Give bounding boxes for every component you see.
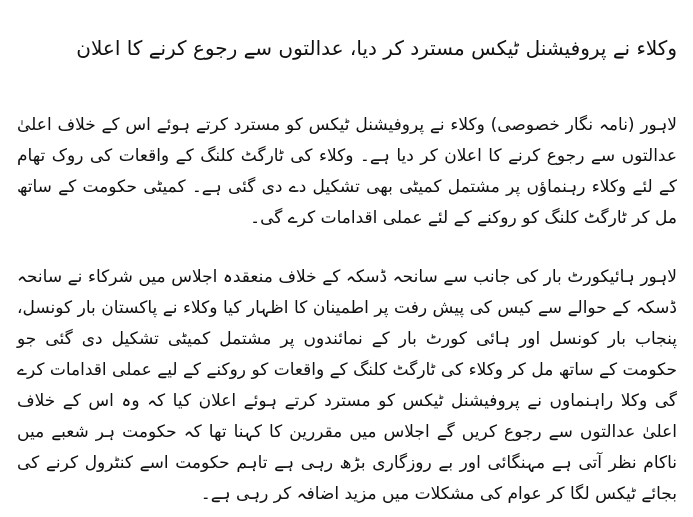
article-paragraph-1: لاہور (نامہ نگار خصوصی) وکلاء نے پروفیشنل ٹیکس کو مسترد کرتے ہوئے اس کے خلاف اعلیٰ عدالتوں سے رجوع کرنے کا اعلان کر دیا ہے۔ وکلاء کی ٹارگٹ کلنگ کے واقعات کی روک تھام کے لئے وکلاء رہنماؤں پر مشتمل کمیٹی بھی تشکیل دے دی گئی ہے۔ کمیٹی حکومت کے ساتھ مل کر ٹارگٹ کلنگ کو روکنے کے لئے عملی اقدامات کرے گی۔ xyxy=(17,115,677,228)
article-paragraph-2: لاہور ہائیکورٹ بار کی جانب سے سانحہ ڈسکہ کے خلاف منعقدہ اجلاس میں شرکاء نے سانحہ ڈسکہ کے حوالے سے کیس کی پیش رفت پر اطمینان کا اظہار کیا وکلاء نے پاکستان بار کونسل، پنجاب بار کونسل اور ہائی کورٹ بار کے نمائندوں پر مشتمل کمیٹی تشکیل دی گئی جو حکومت کے ساتھ مل کر وکلاء کی ٹارگٹ کلنگ کے واقعات کو روکنے کے لیے عملی اقدامات کرے گی وکلا راہنماوں نے پروفیشنل ٹیکس کو مسترد کرتے ہوئے اعلان کیا کہ وہ اس کے خلاف اعلیٰ عدالتوں سے رجوع کریں گے اجلاس میں مقررین کا کہنا تھا کہ حکومت ہر شعبے میں ناکام نظر آتی ہے مہنگائی اور بے روزگاری بڑھ رہی ہے تاہم حکومت اسے کنٹرول کرنے کی بجائے ٹیکس لگا کر عوام کی مشکلات میں مزید اضافہ کر رہی ہے۔ xyxy=(17,267,677,504)
article-headline: وکلاء نے پروفیشنل ٹیکس مسترد کر دیا، عدالتوں سے رجوع کرنے کا اعلان xyxy=(76,36,677,60)
